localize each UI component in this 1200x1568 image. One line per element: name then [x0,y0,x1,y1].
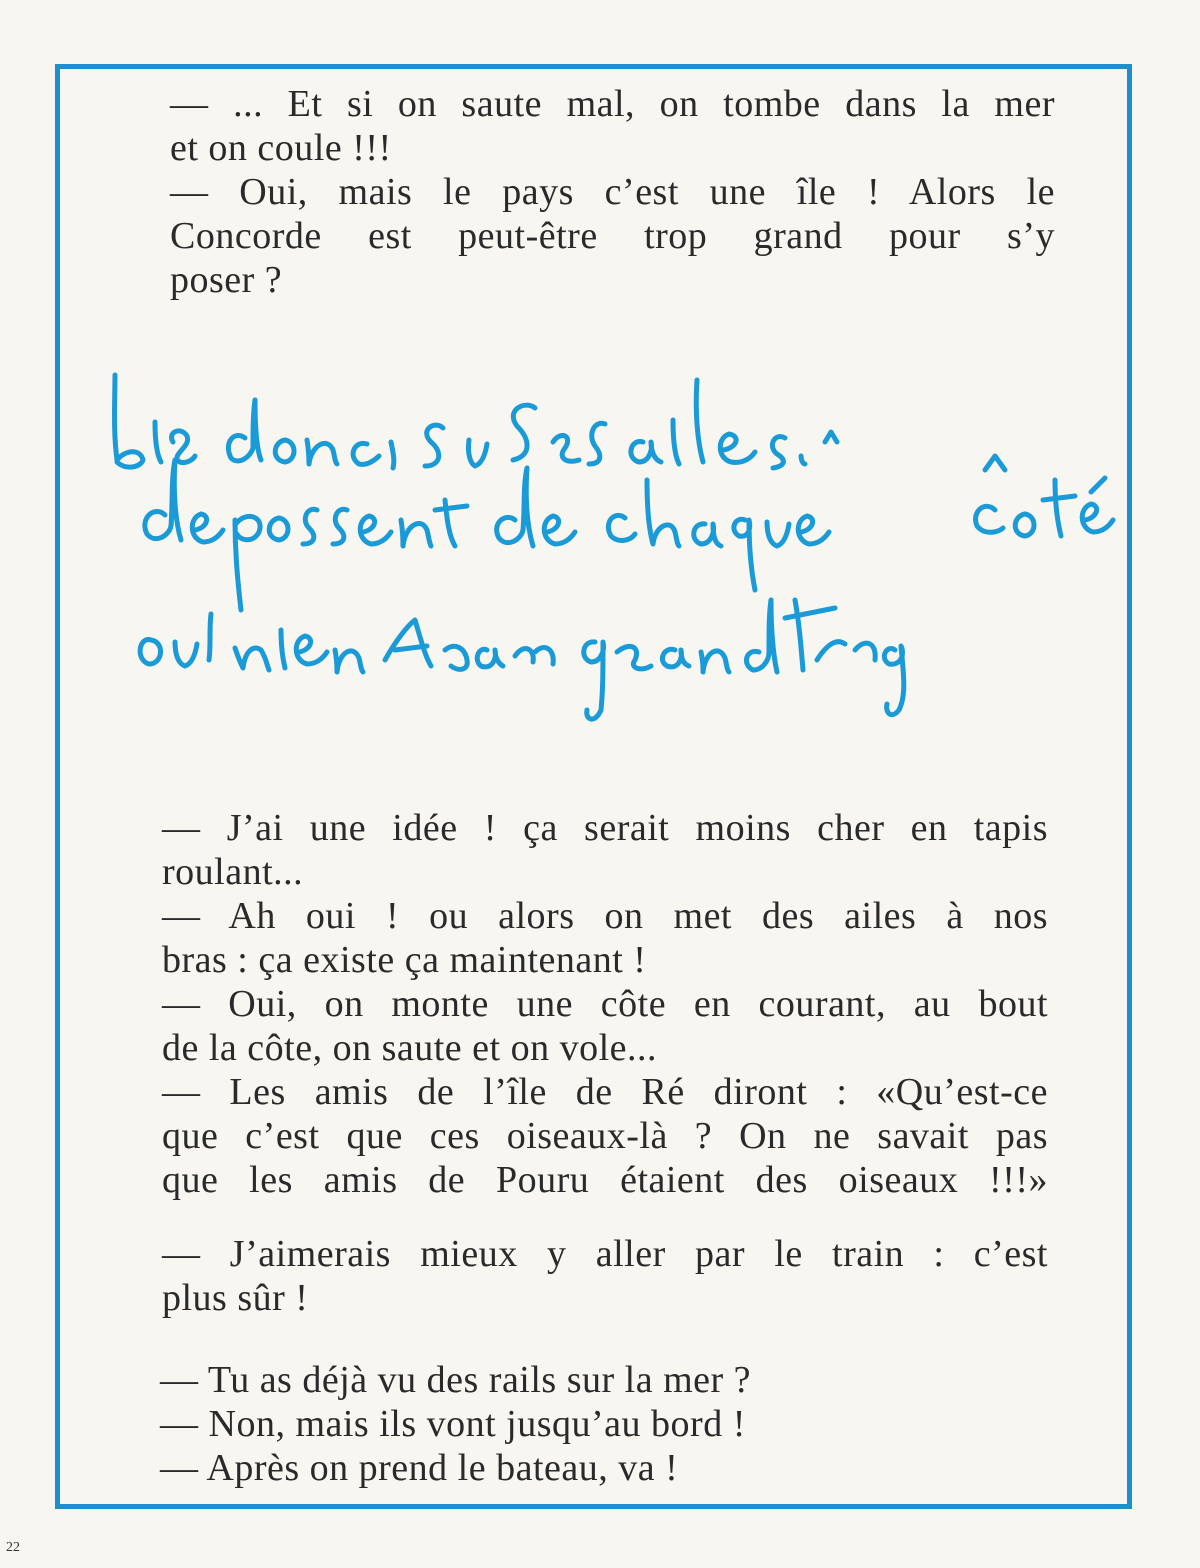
text-line: poser ? [170,259,283,301]
text-line: que les amis de Pouru étaient des oiseaux !!!» [162,1159,1048,1201]
text-paragraph-3 [162,1232,1048,1320]
text-line: — Tu as déjà vu des rails sur la mer ? [160,1359,752,1401]
text-line: — Ah oui ! ou alors on met des ailes à nos [162,895,1048,937]
text-line: — Oui, on monte une côte en courant, au bout [162,983,1048,1025]
handwritten-note [95,360,1135,740]
text-line: plus sûr ! [162,1277,309,1319]
text-line: de la côte, on saute et on vole... [162,1027,658,1069]
text-line: — Non, mais ils vont jusqu’au bord ! [160,1403,746,1445]
text-line: Concorde est peut-être trop grand pour s’y [170,215,1055,257]
text-line: roulant... [162,851,304,893]
text-line: — J’ai une idée ! ça serait moins cher en tapis [162,807,1048,849]
text-paragraph-1 [170,82,1055,302]
text-line: — Oui, mais le pays c’est une île ! Alors le [170,171,1055,213]
text-paragraph-4 [160,1358,1050,1490]
handwritten-scribble [95,360,1135,740]
text-line: — Après on prend le bateau, va ! [160,1447,679,1489]
text-line: bras : ça existe ça maintenant ! [162,939,647,981]
text-line: — ... Et si on saute mal, on tombe dans la mer [170,83,1055,125]
text-line: que c’est que ces oiseaux-là ? On ne savait pas [162,1115,1048,1157]
page-number: 22 [6,1540,20,1555]
text-line: — Les amis de l’île de Ré diront : «Qu’est-ce [162,1071,1048,1113]
text-line: — J’aimerais mieux y aller par le train : c’est [162,1233,1048,1275]
text-paragraph-2 [162,806,1048,1202]
text-line: et on coule !!! [170,127,392,169]
